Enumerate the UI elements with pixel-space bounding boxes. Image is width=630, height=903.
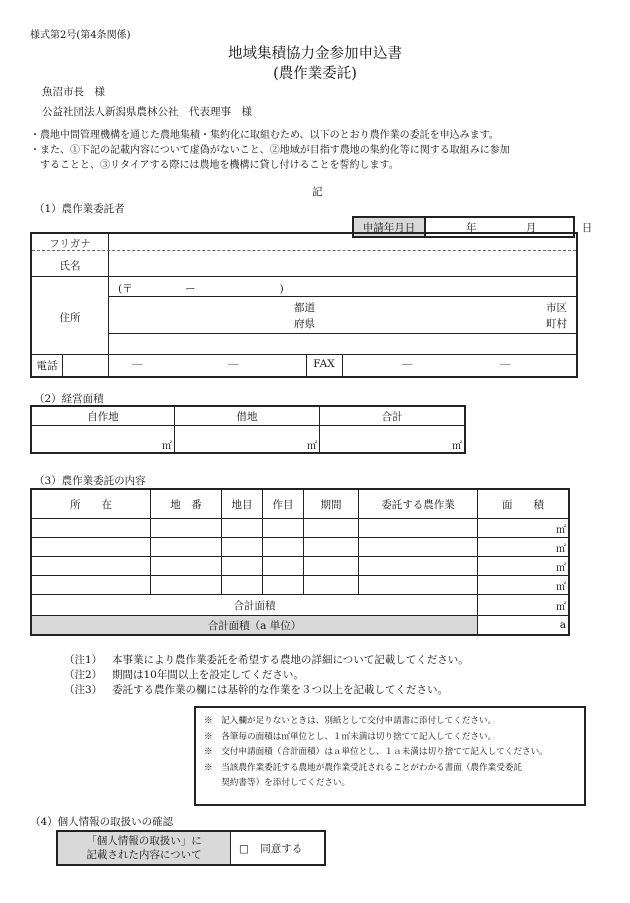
fax-label: FAX bbox=[313, 358, 335, 370]
table-row bbox=[31, 538, 569, 557]
farm-area-table bbox=[30, 405, 466, 454]
table-row bbox=[31, 576, 569, 595]
header-period: 期間 bbox=[304, 489, 359, 519]
own-land-unit: ㎡ bbox=[31, 426, 175, 454]
row-unit: ㎡ bbox=[478, 519, 570, 538]
agree-checkbox[interactable]: □ bbox=[239, 842, 249, 855]
date-label: 申請年月日 bbox=[353, 217, 425, 237]
note-3-mark: （注3） bbox=[64, 684, 103, 696]
note-1-mark: （注1） bbox=[64, 654, 103, 666]
phone-dash-2: ― bbox=[228, 358, 239, 370]
prefecture-label-2: 府県 bbox=[294, 318, 315, 330]
agree-cell[interactable] bbox=[231, 831, 326, 865]
prefecture-label-1: 都道 bbox=[294, 302, 315, 314]
note-3-text: 委託する農作業の欄には基幹的な作業を３つ以上を記載してください。 bbox=[112, 684, 448, 696]
addressee-corp: 公益社団法人新潟県農林公社 代表理事 様 bbox=[42, 106, 252, 118]
total-area-a-unit: a bbox=[478, 616, 570, 636]
privacy-label bbox=[57, 831, 231, 865]
total-area-unit: ㎡ bbox=[478, 595, 570, 616]
intro-line-1: ・農地中間管理機構を通じた農地集積・集約化に取組むため、以下のとおり農作業の委託を申込みます。 bbox=[30, 130, 499, 141]
leased-land-unit: ㎡ bbox=[175, 426, 320, 454]
section2-heading: （2）経営面積 bbox=[34, 393, 104, 405]
row-unit: ㎡ bbox=[478, 576, 570, 595]
row-unit: ㎡ bbox=[478, 538, 570, 557]
city-label-1: 市区 bbox=[546, 302, 567, 314]
note-1-text: 本事業により農作業委託を希望する農地の詳細について記載してください。 bbox=[112, 654, 469, 666]
applicant-table bbox=[30, 232, 578, 378]
total-unit: ㎡ bbox=[320, 426, 466, 454]
total-area-a-label: 合計面積（a 単位） bbox=[31, 616, 478, 636]
furigana-label: フリガナ bbox=[49, 238, 91, 250]
header-location: 所 在 bbox=[31, 489, 151, 519]
year-label: 年 bbox=[466, 221, 477, 234]
note-2-mark: （注2） bbox=[64, 669, 103, 681]
notice-line-2: ※ 各筆毎の面積は㎡単位とし、１㎡未満は切り捨てて記入してください。 bbox=[204, 731, 497, 742]
header-own-land: 自作地 bbox=[31, 406, 175, 426]
header-total: 合計 bbox=[320, 406, 466, 426]
month-label: 月 bbox=[525, 221, 537, 234]
addressee-mayor: 魚沼市長 様 bbox=[42, 86, 105, 98]
header-crop: 作目 bbox=[263, 489, 304, 519]
city-label-2: 町村 bbox=[546, 318, 567, 330]
phone-label: 電話 bbox=[36, 360, 58, 372]
privacy-label-line-1: 「個人情報の取扱い」に bbox=[86, 835, 202, 847]
form-subtitle: (農作業委託) bbox=[273, 66, 357, 82]
fax-dash-1: ― bbox=[402, 358, 413, 370]
section1-heading: （1）農作業委託者 bbox=[34, 203, 125, 215]
form-number: 様式第2号(第4条関係) bbox=[30, 30, 131, 41]
agree-label: 同意する bbox=[260, 842, 303, 855]
intro-line-2: ・また、①下記の記載内容について虚偽がないこと、②地域が目指す農地の集約化等に関する取組みに参加 bbox=[30, 145, 510, 156]
privacy-table bbox=[56, 830, 326, 866]
header-leased-land: 借地 bbox=[175, 406, 320, 426]
section4-heading: （4）個人情報の取扱いの確認 bbox=[30, 816, 174, 828]
notice-line-3: ※ 交付申請面積（合計面積）はａ単位とし、１ａ未満は切り捨てて記入してください。 bbox=[204, 747, 548, 757]
postal-code: (〒 ー ) bbox=[118, 283, 284, 295]
header-lot: 地 番 bbox=[151, 489, 222, 519]
notice-line-4: ※ 当該農作業委託する農地が農作業受託されることがわかる書面（農作業受委託 bbox=[204, 762, 522, 773]
notice-line-1: ※ 記入欄が足りないときは、別紙として交付申請書に添付してください。 bbox=[204, 716, 497, 726]
total-area-label: 合計面積 bbox=[31, 595, 478, 616]
address-label: 住所 bbox=[59, 312, 81, 324]
delegation-table bbox=[30, 488, 570, 636]
privacy-label-line-2: 記載された内容について bbox=[86, 849, 202, 861]
day-label: 日 bbox=[581, 221, 593, 234]
table-row bbox=[31, 519, 569, 538]
header-work: 委託する農作業 bbox=[359, 489, 478, 519]
header-land-type: 地目 bbox=[222, 489, 263, 519]
fax-dash-2: ― bbox=[500, 358, 511, 370]
name-label: 氏名 bbox=[59, 260, 81, 272]
notice-line-5: 契約書等）を添付してください。 bbox=[204, 778, 351, 788]
section3-heading: （3）農作業委託の内容 bbox=[34, 475, 146, 487]
header-area: 面 積 bbox=[478, 489, 570, 519]
row-unit: ㎡ bbox=[478, 557, 570, 576]
table-row bbox=[31, 557, 569, 576]
form-title: 地域集積協力金参加申込書 bbox=[228, 46, 402, 62]
intro-line-3: することと、③リタイアする際には農地を機構に貸し付けることを誓約します。 bbox=[40, 160, 399, 171]
phone-dash-1: ― bbox=[132, 358, 143, 370]
note-2-text: 期間は10年間以上を設定してください。 bbox=[112, 669, 304, 681]
ki-mark: 記 bbox=[312, 186, 323, 198]
notice-box bbox=[194, 706, 586, 806]
